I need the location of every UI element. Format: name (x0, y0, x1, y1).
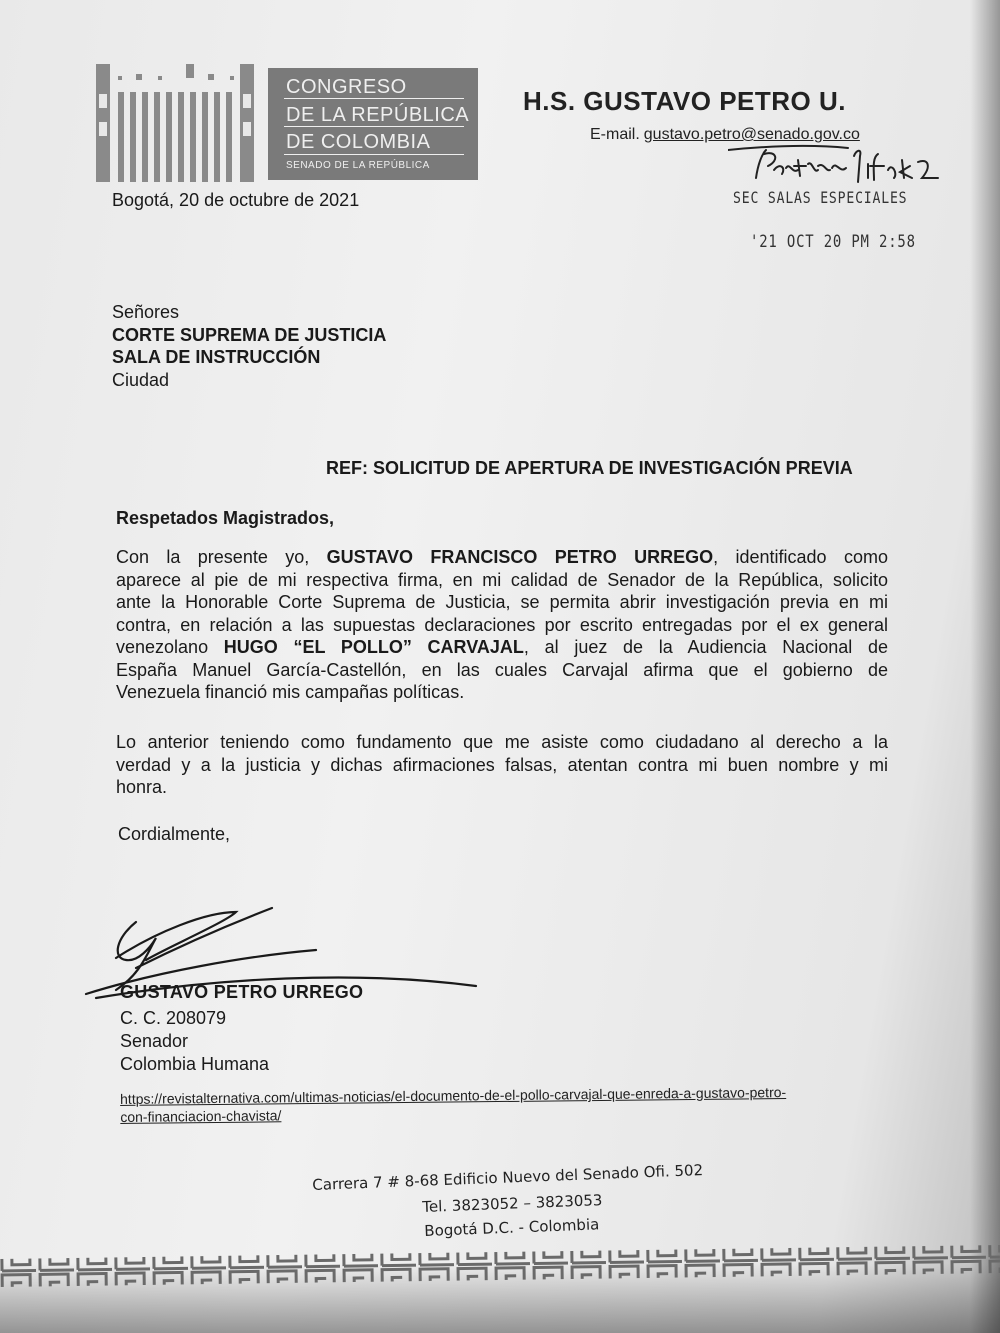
letter-date: Bogotá, 20 de octubre de 2021 (112, 190, 360, 210)
logo-divider (284, 98, 464, 99)
signatory-role: Senador (120, 1031, 189, 1051)
body-line: Venezuela financió mis campañas políticas. (116, 682, 465, 702)
body-text: venezolano (116, 637, 224, 657)
body-line: España Manuel García-Castellón, en las cuales Carvajal afirma que el gobierno de (116, 659, 888, 680)
receipt-stamp-office: SEC SALAS ESPECIALES (733, 188, 908, 207)
congress-logo-box (268, 68, 478, 180)
page-shadow-right (970, 0, 1000, 1333)
receipt-stamp-datetime: '21 OCT 20 PM 2:58 (750, 232, 916, 252)
recipient-chamber: SALA DE INSTRUCCIÓN (112, 347, 321, 367)
body-bold-name: HUGO “EL POLLO” CARVAJAL (223, 637, 524, 657)
signatory-name: GUSTAVO PETRO URREGO (120, 982, 364, 1002)
body-bold-name: GUSTAVO FRANCISCO PETRO URREGO (326, 547, 714, 567)
footer-phone: Tel. 3823052 – 3823053 (422, 1191, 603, 1216)
body-text: , identificado como (713, 547, 888, 567)
body-paragraph-2 (116, 731, 888, 799)
body-line: contra, en relación a las supuestas declaraciones por escrito entregadas por el ex general (116, 614, 888, 635)
body-paragraph-1 (116, 546, 888, 704)
body-line (116, 546, 888, 569)
footer-address: Carrera 7 # 8-68 Edificio Nuevo del Senado Ofi. 502 (312, 1160, 704, 1194)
logo-line-congreso: CONGRESO (286, 76, 407, 98)
logo-divider (284, 154, 464, 155)
closing: Cordialmente, (118, 824, 231, 844)
body-line: aparece al pie de mi respectiva firma, en mi calidad de Senador de la República, solicito (116, 569, 888, 590)
body-line: ante la Honorable Corte Suprema de Justicia, se permita abrir investigación previa en mi (116, 592, 888, 612)
body-text: Con la presente yo, (116, 547, 327, 567)
congress-building-logo-icon (96, 64, 266, 182)
body-text: , al juez de la Audiencia Nacional de (523, 637, 888, 657)
logo-line-republica: DE LA REPÚBLICA (286, 104, 470, 126)
recipient-salutation: Señores (112, 302, 180, 322)
signatory-party: Colombia Humana (120, 1054, 270, 1074)
greek-key-border-decoration (0, 1240, 1000, 1290)
source-link-line-2[interactable]: con-financiacion-chavista/ (120, 1107, 282, 1125)
logo-divider (284, 126, 464, 127)
signatory-id: C. C. 208079 (120, 1008, 227, 1028)
footer-city: Bogotá D.C. - Colombia (424, 1215, 600, 1240)
reference-line: REF: SOLICITUD DE APERTURA DE INVESTIGACIÓN PREVIA (326, 458, 853, 478)
recipient-city: Ciudad (112, 370, 170, 390)
logo-line-colombia: DE COLOMBIA (286, 131, 431, 153)
greeting: Respetados Magistrados, (116, 508, 335, 528)
source-link-line-1[interactable]: https://revistalternativa.com/ultimas-noticias/el-documento-de-el-pollo-carvajal-que-enreda-a-gustavo-petro- (120, 1084, 787, 1107)
body-line: honra. (116, 777, 168, 797)
recipient-court: CORTE SUPREMA DE JUSTICIA (112, 325, 387, 345)
body-line: verdad y a la justicia y dichas afirmaciones falsas, atentan contra mi buen nombre y mi (116, 754, 888, 775)
email-label: E-mail. (590, 126, 640, 143)
email-link[interactable]: gustavo.petro@senado.gov.co (643, 126, 860, 143)
body-line (116, 636, 888, 659)
body-line: Lo anterior teniendo como fundamento que me asiste como ciudadano al derecho a la (116, 732, 888, 752)
sender-title: H.S. GUSTAVO PETRO U. (523, 86, 847, 116)
logo-line-senado: SENADO DE LA REPÚBLICA (286, 160, 430, 171)
